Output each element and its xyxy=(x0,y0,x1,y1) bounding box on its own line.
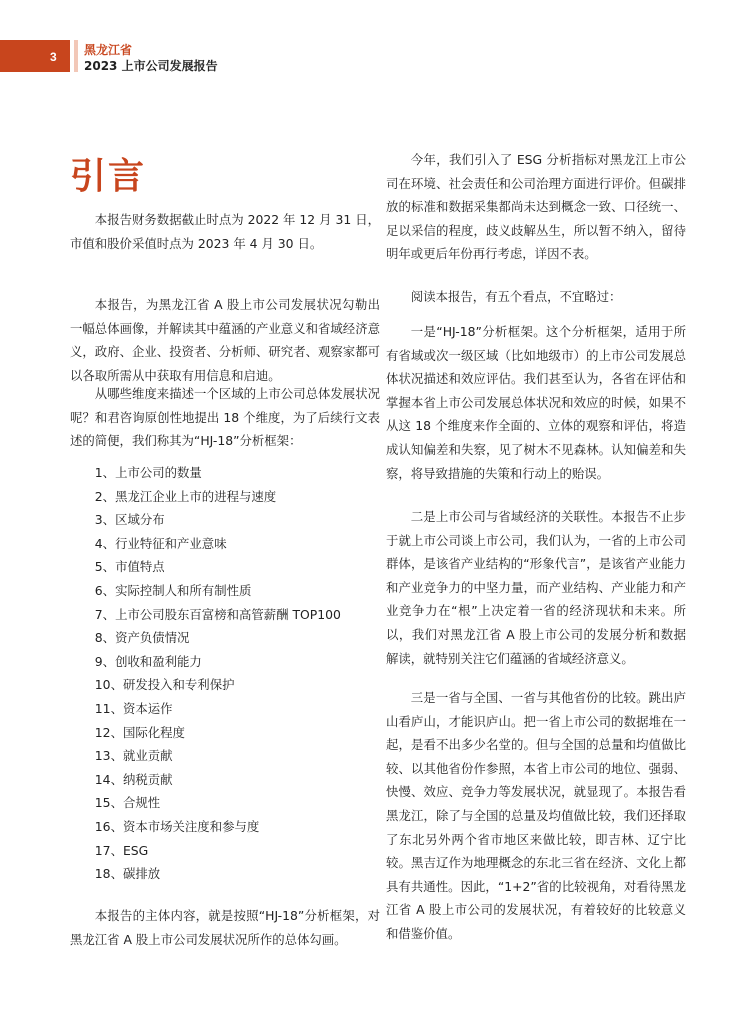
header-report-title: 2023 上市公司发展报告 xyxy=(84,59,218,73)
header-province: 黑龙江省 xyxy=(84,43,133,57)
paragraph-point-one: 一是“HJ-18”分析框架。这个分析框架，适用于所有省域或次一级区域（比如地级市）的上市公司发展总体状况描述和效应评估。我们甚至认为，各省在评估和掌握本省上市公司发展总体状况和效应的时候，如果不从这 18 个维度来作全面的、立体的观察和评估，将造成认知偏差和失察，见了树木不见森林。认知偏差和失察，将导致措施的失策和行动上的贻误。 xyxy=(386,324,686,481)
page-title: 引言 xyxy=(70,156,147,197)
paragraph-point-three: 三是一省与全国、一省与其他省份的比较。跳出庐山看庐山，才能识庐山。把一省上市公司的数据堆在一起，是看不出多少名堂的。但与全国的总量和均值做比较、以其他省份作参照，本省上市公司的地位、强弱、快慢、效应、竞争力等发展状况，就显现了。本报告看黑龙江，除了与全国的总量及均值做比较，我们还择取了东北另外两个省市地区来做比较，即吉林、辽宁比较。黑吉辽作为地理概念的东北三省在经济、文化上都具有共通性。因此，“1+2”省的比较视角，对看待黑龙江省 A 股上市公司的发展状况，有着较好的比较意义和借鉴价值。 xyxy=(386,690,686,941)
list-item: 1、上市公司的数量 xyxy=(94,465,202,480)
list-item: 16、资本市场关注度和参与度 xyxy=(94,818,260,834)
list-item: 12、国际化程度 xyxy=(94,724,185,740)
list-item: 15、合规性 xyxy=(94,795,161,811)
page-number: 3 xyxy=(50,50,57,64)
paragraph-data-cutoff: 本报告财务数据截止时点为 2022 年 12 月 31 日，市值和股价采值时点为 2023 年 4 月 30 日。 xyxy=(70,212,380,251)
list-item: 7、上市公司股东百富榜和高管薪酬 TOP100 xyxy=(94,606,341,622)
list-item: 9、创收和盈利能力 xyxy=(94,653,202,669)
list-item: 8、资产负债情况 xyxy=(94,630,190,646)
list-item: 2、黑龙江企业上市的进程与速度 xyxy=(94,488,277,504)
header-divider xyxy=(74,40,78,72)
paragraph-purpose: 本报告，为黑龙江省 A 股上市公司发展状况勾勒出一幅总体画像，并解读其中蕴涵的产业意义和省域经济意义，政府、企业、投资者、分析师、研究者、观察家都可以各取所需从中获取有用信息和启迪。 xyxy=(70,297,380,383)
list-item: 5、市值特点 xyxy=(94,559,165,575)
list-item: 11、资本运作 xyxy=(94,700,173,716)
paragraph-esg: 今年，我们引入了 ESG 分析指标对黑龙江上市公司在环境、社会责任和公司治理方面进行评价。但碳排放的标准和数据采集都尚未达到概念一致、口径统一、足以采信的程度，歧义歧解丛生，所以暂不纳入，留待明年或更后年份再行考虑，详因不表。 xyxy=(386,152,686,262)
paragraph-framework-intro: 从哪些维度来描述一个区域的上市公司总体发展状况呢？和君咨询原创性地提出 18 个维度，为了后续行文表述的简便，我们称其为“HJ-18”分析框架： xyxy=(70,386,380,449)
paragraph-five-points: 阅读本报告，有五个看点，不宜略过： xyxy=(410,289,622,304)
list-item: 17、ESG xyxy=(94,842,149,858)
list-item: 10、研发投入和专利保护 xyxy=(94,677,235,693)
list-item: 18、碳排放 xyxy=(94,866,161,882)
list-item: 4、行业特征和产业意味 xyxy=(94,535,227,551)
framework-dimension-list xyxy=(70,461,380,886)
list-item: 6、实际控制人和所有制性质 xyxy=(94,582,252,598)
paragraph-point-two: 二是上市公司与省域经济的关联性。本报告不止步于就上市公司谈上市公司，我们认为，一省的上市公司群体，是该省产业结构的“形象代言”，是该省产业能力和产业竞争力的中坚力量，而产业结构、产业能力和产业竞争力在“根”上决定着一省的经济现状和未来。所以，我们对黑龙江省 A 股上市公司的发展分析和数据解读，就特别关注它们蕴涵的省域经济意义。 xyxy=(386,509,686,666)
list-item: 14、纳税贡献 xyxy=(94,771,173,787)
header-band xyxy=(0,40,70,72)
paragraph-main-content: 本报告的主体内容，就是按照“HJ-18”分析框架，对黑龙江省 A 股上市公司发展状况所作的总体勾画。 xyxy=(70,908,380,947)
list-item: 3、区域分布 xyxy=(94,512,165,528)
list-item: 13、就业贡献 xyxy=(94,748,173,764)
